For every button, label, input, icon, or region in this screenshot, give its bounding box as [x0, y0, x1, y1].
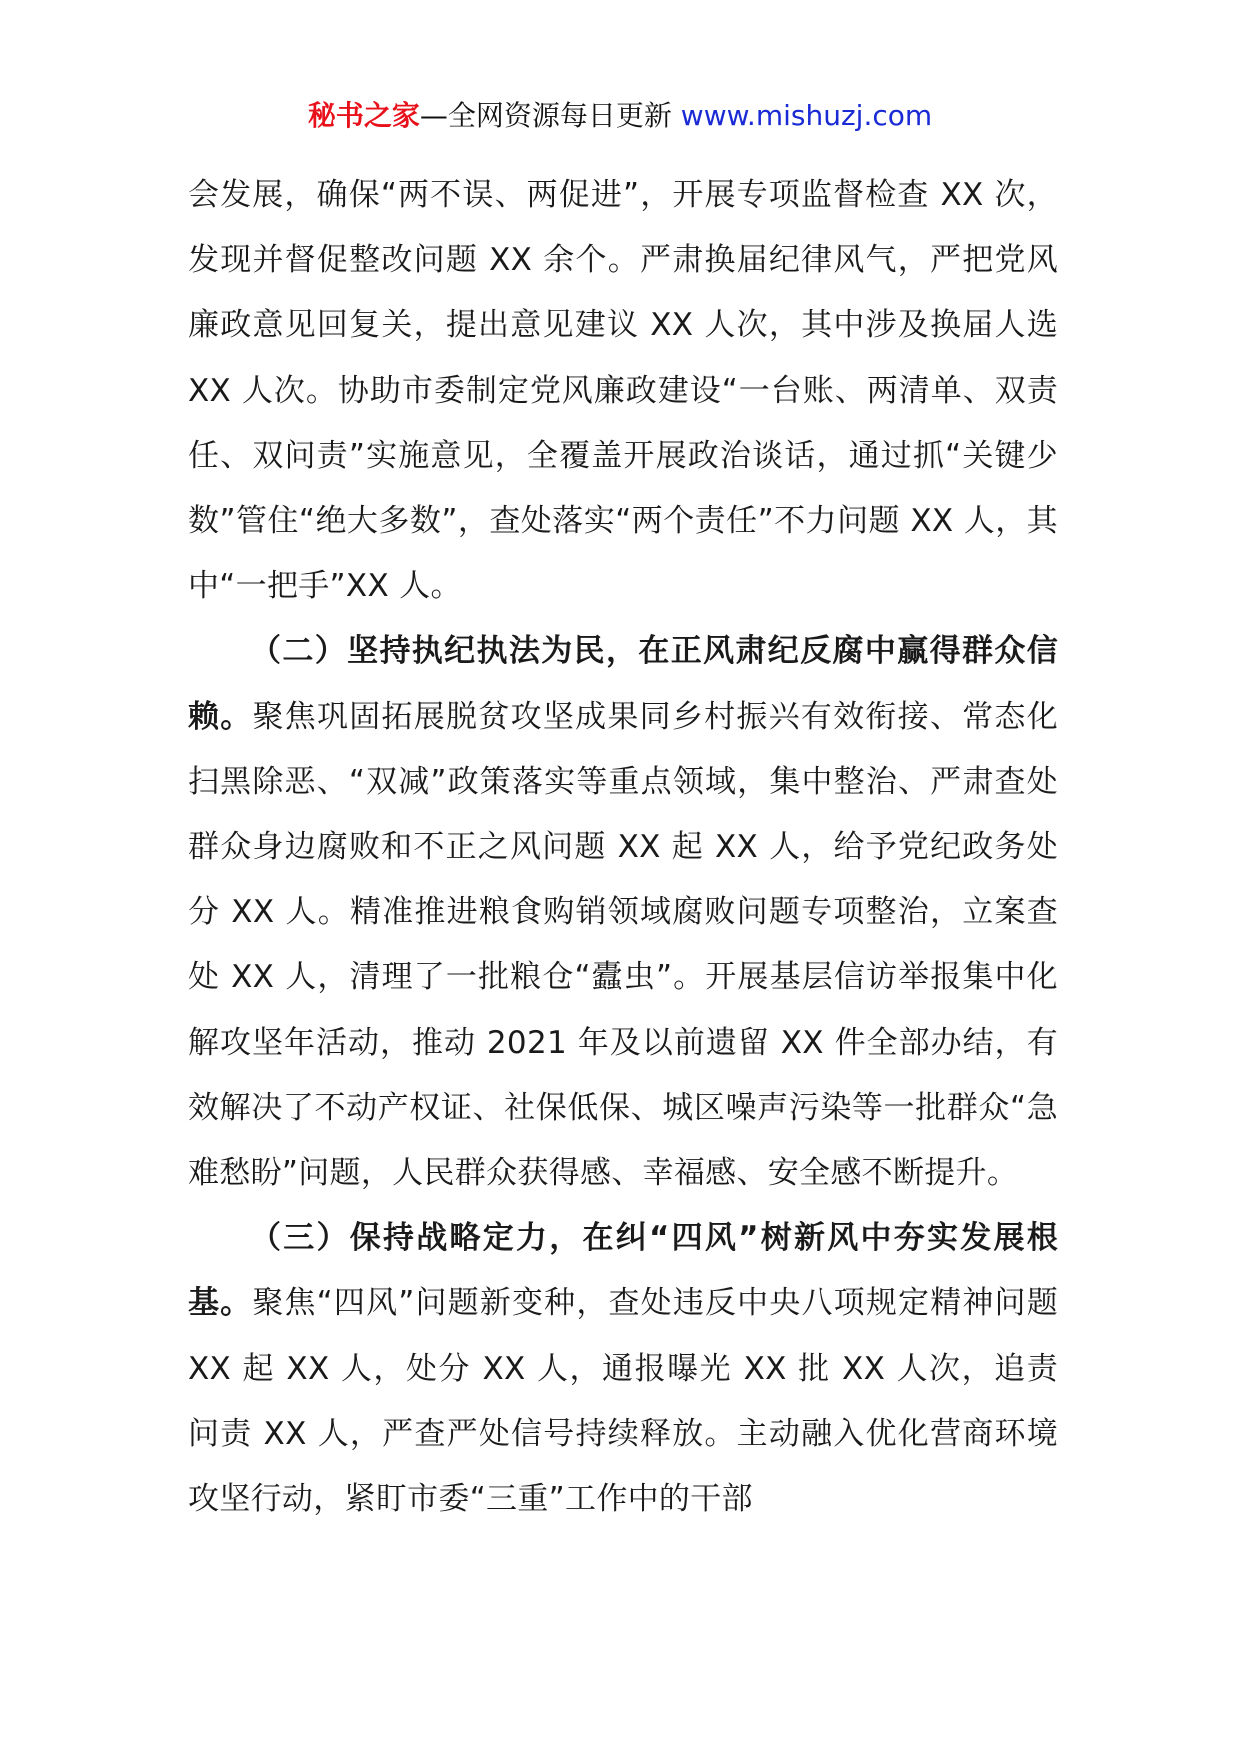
paragraph-section-3 — [188, 1206, 1058, 1532]
site-url-link[interactable]: www.mishuzj.com — [680, 99, 933, 132]
paragraph-continuation — [188, 163, 1058, 619]
site-banner — [0, 98, 1240, 134]
paragraph-text: 会发展，确保“两不误、两促进”，开展专项监督检查 XX 次，发现并督促整改问题 XX 余个。严肃换届纪律风气，严把党风廉政意见回复关，提出意见建议 XX 人次，其中涉及换届人选 XX 人次。协助市委制定党风廉政建设“一台账、两清单、双责任、双问责”实施意见，全覆盖开展政治谈话，通过抓“关键少数”管住“绝大多数”，查处落实“两个责任”不力问题 XX 人，其中“一把手”XX 人。 — [188, 177, 1058, 605]
site-brand: 秘书之家 — [307, 99, 420, 132]
section-heading: （三）保持战略定力，在纠“四风”树新风中夯实发展根基。 — [188, 1220, 1058, 1322]
paragraph-text: 聚焦巩固拓展脱贫攻坚成果同乡村振兴有效衔接、常态化扫黑除恶、“双减”政策落实等重点领域，集中整治、严肃查处群众身边腐败和不正之风问题 XX 起 XX 人，给予党纪政务处分 XX 人。精准推进粮食购销领域腐败问题专项整治，立案查处 XX 人，清理了一批粮仓“蠹虫”。开展基层信访举报集中化解攻坚年活动，推动 2021 年及以前遗留 XX 件全部办结，有效解决了不动产权证、社保低保、城区噪声污染等一批群众“急难愁盼”问题，人民群众获得感、幸福感、安全感不断提升。 — [188, 698, 1058, 1192]
paragraph-text: 聚焦“四风”问题新变种，查处违反中央八项规定精神问题 XX 起 XX 人，处分 XX 人，通报曝光 XX 批 XX 人次，追责问责 XX 人，严查严处信号持续释放。主动融入优化营商环境攻坚行动，紧盯市委“三重”工作中的干部 — [188, 1285, 1058, 1518]
document-body — [188, 163, 1058, 1532]
site-tagline: —全网资源每日更新 — [419, 99, 672, 132]
section-heading: （二）坚持执纪执法为民，在正风肃纪反腐中赢得群众信赖。 — [188, 633, 1058, 735]
paragraph-section-2 — [188, 619, 1058, 1206]
